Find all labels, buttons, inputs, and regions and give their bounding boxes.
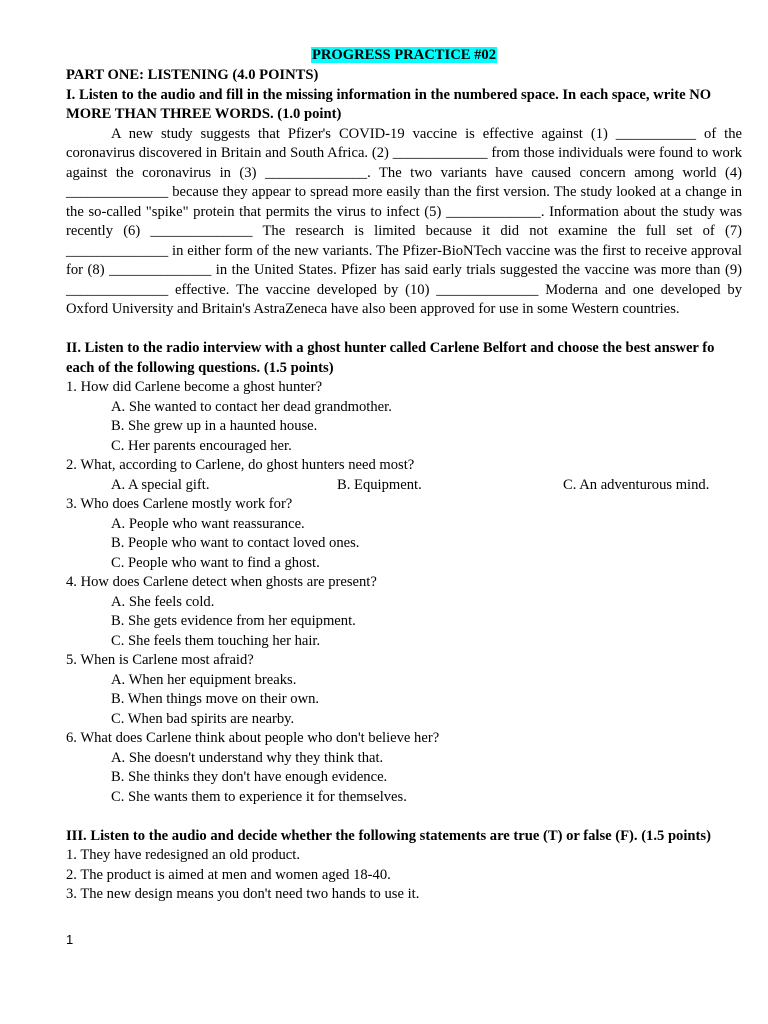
question-5 — [66, 651, 742, 729]
option-c: C. When bad spirits are nearby. — [111, 710, 295, 727]
document-title — [66, 46, 742, 66]
option-c: C. She feels them touching her hair. — [111, 632, 321, 649]
option-a: A. People who want reassurance. — [111, 515, 305, 532]
question-1 — [66, 378, 742, 456]
question-text: 6. What does Carlene think about people who don't believe her? — [66, 730, 440, 746]
option-c: C. An adventurous mind. — [563, 476, 710, 493]
statement: 3. The new design means you don't need two hands to use it. — [66, 886, 420, 902]
gap-fill-passage: A new study suggests that Pfizer's COVID-19 vaccine is effective against (1) ___________ of the coronavirus discovered in Britain and South Africa. (2) _____________ from those individuals were found to work against the coronavirus in (3) ______________. The two variants have caused concern among world (4) ______________ because they appear to spread more easily than the first version. The study looked at a change in the so-called "spike" protein that permits the virus to infect (5) _____________. Information about the study was recently (6) ______________ The research is limited because it did not examine the full set of (7) ______________ in either form of the new variants. The Pfizer-BioNTech vaccine was the first to receive approval for (8) ______________ in the United States. Pfizer has said early trials suggested the vaccine was more than (9) ______________ effective. The vaccine developed by (10) ______________ Moderna and one developed by Oxford University and Britain's AstraZeneca have also been approved for use in some Western countries. — [66, 125, 742, 317]
part-one-heading: PART ONE: LISTENING (4.0 POINTS) — [66, 67, 319, 83]
title-highlight: PROGRESS PRACTICE #02 — [311, 47, 497, 63]
question-3 — [66, 495, 742, 573]
option-b: B. She grew up in a haunted house. — [111, 418, 318, 434]
option-a: A. A special gift. — [111, 476, 210, 493]
document-page — [66, 46, 742, 905]
question-text: 4. How does Carlene detect when ghosts are present? — [66, 574, 377, 590]
question-2 — [66, 456, 742, 495]
question-text: 2. What, according to Carlene, do ghost hunters need most? — [66, 457, 415, 473]
option-b: B. Equipment. — [337, 476, 422, 493]
statement: 1. They have redesigned an old product. — [66, 847, 300, 863]
section1-heading: I. Listen to the audio and fill in the missing information in the numbered space. In each space, write NO MORE THAN THREE WORDS. (1.0 point) — [66, 86, 712, 122]
page-number: 1 — [66, 932, 74, 947]
options-row — [66, 476, 742, 496]
option-b: B. She thinks they don't have enough evidence. — [111, 769, 388, 785]
statement: 2. The product is aimed at men and women aged 18-40. — [66, 866, 391, 883]
option-b: B. She gets evidence from her equipment. — [111, 613, 356, 629]
question-text: 5. When is Carlene most afraid? — [66, 652, 254, 668]
option-a: A. She doesn't understand why they think that. — [111, 749, 384, 766]
option-a: A. She feels cold. — [111, 593, 215, 610]
option-a: A. She wanted to contact her dead grandmother. — [111, 398, 392, 415]
option-b: B. People who want to contact loved ones. — [111, 535, 360, 551]
option-a: A. When her equipment breaks. — [111, 671, 297, 688]
option-c: C. Her parents encouraged her. — [111, 437, 292, 454]
option-c: C. People who want to find a ghost. — [111, 554, 320, 571]
section3-heading: III. Listen to the audio and decide whether the following statements are true (T) or false (F). (1.5 points) — [66, 827, 711, 844]
question-4 — [66, 573, 742, 651]
question-text: 1. How did Carlene become a ghost hunter? — [66, 379, 323, 395]
option-b: B. When things move on their own. — [111, 691, 320, 707]
question-text: 3. Who does Carlene mostly work for? — [66, 496, 293, 512]
section2-heading: II. Listen to the radio interview with a ghost hunter called Carlene Belfort and choose the best answer fo each of the following questions. (1.5 points) — [66, 340, 715, 376]
option-c: C. She wants them to experience it for themselves. — [111, 788, 407, 805]
question-6 — [66, 729, 742, 807]
